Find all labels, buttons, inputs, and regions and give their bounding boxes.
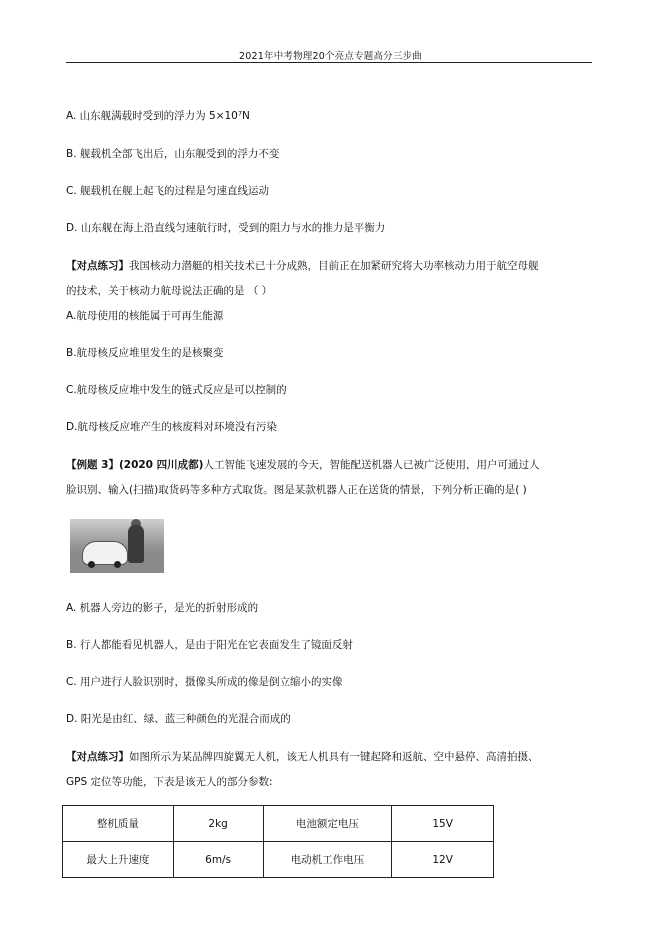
example3-option-a: A. 机器人旁边的影子，是光的折射形成的	[66, 602, 259, 614]
option-a: A. 山东舰满载时受到的浮力为 5×10⁷N	[66, 110, 250, 122]
example3-tag: 【例题 3】(2020 四川成都)	[66, 459, 204, 471]
drone-params-table	[62, 805, 494, 878]
practice2-stem-line1	[66, 749, 539, 764]
table-cell: 电池额定电压	[263, 806, 392, 842]
photo-robot-wheel	[88, 561, 95, 568]
practice1-option-d: D.航母核反应堆产生的核废料对环境没有污染	[66, 421, 277, 433]
practice1-option-b: B.航母核反应堆里发生的是核聚变	[66, 347, 224, 359]
photo-person	[128, 525, 144, 563]
table-cell: 电动机工作电压	[263, 842, 392, 878]
table-cell: 6m/s	[173, 842, 263, 878]
option-b: B. 舰载机全部飞出后，山东舰受到的浮力不变	[66, 148, 280, 160]
table-cell: 2kg	[173, 806, 263, 842]
practice1-option-a: A.航母使用的核能属于可再生能源	[66, 310, 224, 322]
practice1-stem-line2: 的技术，关于核动力航母说法正确的是 （ ）	[66, 285, 273, 297]
photo-robot-wheel	[114, 561, 121, 568]
option-c: C. 舰载机在舰上起飞的过程是匀速直线运动	[66, 185, 270, 197]
table-cell: 12V	[392, 842, 494, 878]
example3-option-d: D. 阳光是由红、绿、蓝三种颜色的光混合而成的	[66, 713, 291, 725]
example3-text1: 人工智能飞速发展的今天，智能配送机器人已被广泛使用，用户可通过人	[203, 459, 540, 471]
practice2-tag: 【对点练习】	[66, 751, 129, 763]
example3-option-c: C. 用户进行人脸识别时，摄像头所成的像是倒立缩小的实像	[66, 676, 343, 688]
example3-stem-line2: 脸识别、输入(扫描)取货码等多种方式取货。图是某款机器人正在送货的情景，下列分析正确的是( )	[66, 484, 527, 496]
table-cell: 整机质量	[63, 806, 174, 842]
practice2-text1: 如图所示为某品牌四旋翼无人机，该无人机具有一键起降和返航、空中悬停、高清拍摄、	[129, 751, 539, 763]
practice1-tag: 【对点练习】	[66, 260, 129, 272]
option-d: D. 山东舰在海上沿直线匀速航行时，受到的阻力与水的推力是平衡力	[66, 222, 386, 234]
header-divider	[66, 62, 592, 63]
example3-stem-line1	[66, 457, 539, 472]
delivery-robot-photo	[70, 519, 164, 573]
table-row	[63, 806, 494, 842]
table-cell: 最大上升速度	[63, 842, 174, 878]
practice1-text1: 我国核动力潜艇的相关技术已十分成熟，目前正在加紧研究将大功率核动力用于航空母舰	[129, 260, 539, 272]
practice1-option-c: C.航母核反应堆中发生的链式反应是可以控制的	[66, 384, 287, 396]
practice2-stem-line2: GPS 定位等功能，下表是该无人的部分参数:	[66, 776, 273, 788]
page-header: 2021年中考物理20个亮点专题高分三步曲	[239, 51, 422, 62]
table-row	[63, 842, 494, 878]
table-cell: 15V	[392, 806, 494, 842]
practice1-stem-line1	[66, 258, 539, 273]
example3-option-b: B. 行人都能看见机器人，是由于阳光在它表面发生了镜面反射	[66, 639, 353, 651]
